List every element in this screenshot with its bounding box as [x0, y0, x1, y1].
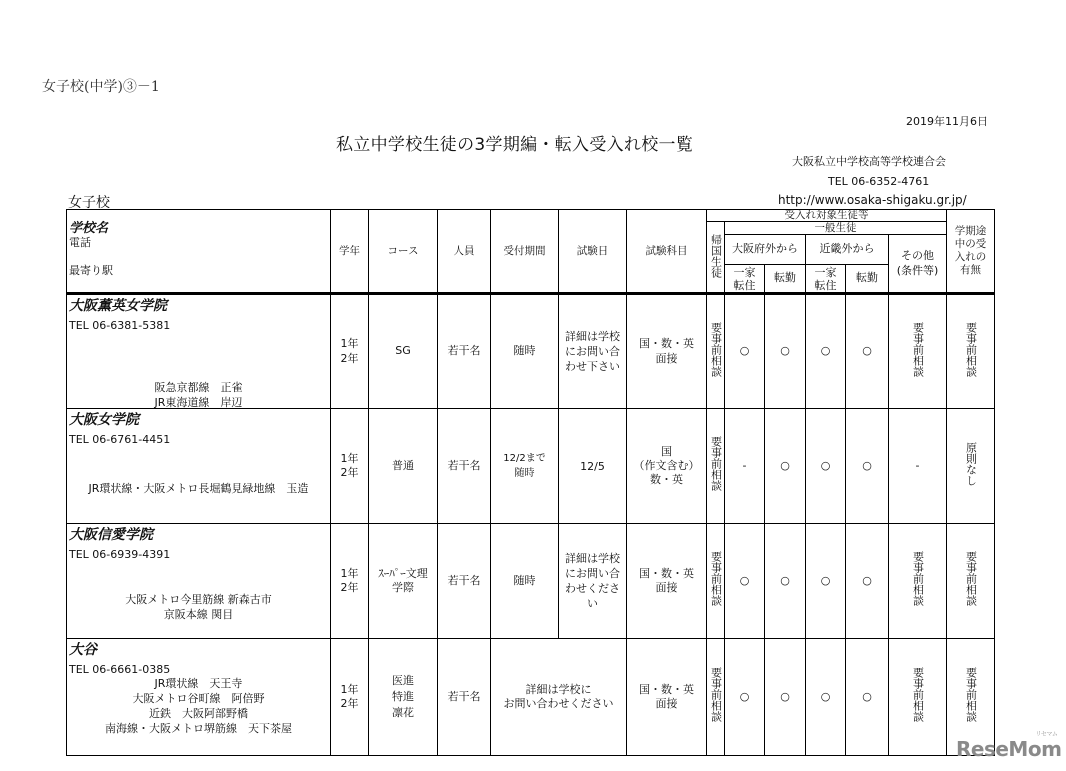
- mid-term-cell: 要事前相談: [947, 294, 995, 409]
- school-tel: TEL 06-6761-4451: [69, 433, 171, 446]
- returnee-cell: 要事前相談: [707, 524, 725, 639]
- osaka-job-transfer-cell: ○: [765, 294, 806, 409]
- kinki-job-transfer-cell: ○: [846, 524, 889, 639]
- header-mid-term: 学期途中の受入れの有無: [947, 210, 995, 294]
- header-exam-date: 試験日: [559, 210, 627, 294]
- kinki-family-move-cell: ○: [806, 524, 846, 639]
- capacity-cell: 若干名: [438, 524, 491, 639]
- header-school-name: 学校名: [69, 221, 109, 236]
- kinki-family-move-cell: ○: [806, 639, 846, 756]
- school-cell: [67, 524, 331, 639]
- other-conditions-cell: 要事前相談: [889, 524, 947, 639]
- issue-date: 2019年11月6日: [906, 115, 988, 128]
- kinki-job-transfer-cell: ○: [846, 294, 889, 409]
- header-target-students: 受入れ対象生徒等: [707, 210, 947, 222]
- header-grade: 学年: [331, 210, 369, 294]
- capacity-cell: 若干名: [438, 409, 491, 524]
- other-conditions-cell: -: [889, 409, 947, 524]
- exam-date-cell: 12/5: [559, 409, 627, 524]
- application-period-cell: 12/2まで 随時: [491, 409, 559, 524]
- mid-term-cell: 要事前相談: [947, 639, 995, 756]
- school-name: 大阪信愛学院: [69, 527, 153, 543]
- schools-table: [66, 209, 995, 756]
- returnee-cell: 要事前相談: [707, 294, 725, 409]
- capacity-cell: 若干名: [438, 294, 491, 409]
- osaka-family-move-cell: -: [725, 409, 765, 524]
- header-station: 最寄り駅: [69, 264, 113, 277]
- exam-date-cell: 詳細は学校 にお問い合 わせくださ い: [559, 524, 627, 639]
- header-phone: 電話: [69, 236, 91, 249]
- kinki-family-move-cell: ○: [806, 409, 846, 524]
- application-period-cell: 随時: [491, 294, 559, 409]
- publisher-tel: TEL 06-6352-4761: [828, 175, 930, 188]
- osaka-family-move-cell: ○: [725, 639, 765, 756]
- kinki-job-transfer-cell: ○: [846, 409, 889, 524]
- page-title: 私立中学校生徒の3学期編・転入受入れ校一覧: [336, 135, 694, 155]
- header-other: その他 (条件等): [889, 235, 947, 294]
- capacity-cell: 若干名: [438, 639, 491, 756]
- school-tel: TEL 06-6661-0385: [69, 663, 171, 676]
- course-cell: 医進 特進 凛花: [369, 639, 438, 756]
- header-kinki-job-transfer: 転勤: [846, 265, 889, 294]
- header-school-info: [67, 210, 331, 294]
- exam-subjects-cell: 国 （作文含む） 数・英: [627, 409, 707, 524]
- header-application-period: 受付期間: [491, 210, 559, 294]
- exam-subjects-cell: 国・数・英 面接: [627, 294, 707, 409]
- nearest-stations: 阪急京都線 正雀 JR東海道線 岸辺: [154, 381, 243, 409]
- school-tel: TEL 06-6381-5381: [69, 319, 171, 332]
- header-exam-subjects: 試験科目: [627, 210, 707, 294]
- school-cell: [67, 639, 331, 756]
- table-row: [67, 409, 995, 524]
- nearest-stations: 大阪メトロ今里筋線 新森古市 京阪本線 関目: [125, 593, 272, 621]
- grade-cell: 1年 2年: [331, 524, 369, 639]
- osaka-family-move-cell: ○: [725, 524, 765, 639]
- document-label: 女子校(中学)③－1: [42, 79, 160, 95]
- other-conditions-cell: 要事前相談: [889, 294, 947, 409]
- mid-term-cell: 要事前相談: [947, 524, 995, 639]
- nearest-stations: JR環状線 天王寺 大阪メトロ谷町線 阿倍野 近鉄 大阪阿部野橋 南海線・大阪メトロ堺筋線 天下茶屋: [105, 677, 292, 735]
- nearest-stations: JR環状線・大阪メトロ長堀鶴見緑地線 玉造: [88, 482, 309, 495]
- application-period-cell: 随時: [491, 524, 559, 639]
- table-row: [67, 294, 995, 409]
- osaka-family-move-cell: ○: [725, 294, 765, 409]
- header-general-students: 一般生徒: [725, 222, 947, 235]
- kinki-job-transfer-cell: ○: [846, 639, 889, 756]
- header-osaka-family-move: 一家 転住: [725, 265, 765, 294]
- school-tel: TEL 06-6939-4391: [69, 548, 171, 561]
- other-conditions-cell: 要事前相談: [889, 639, 947, 756]
- header-from-outside-osaka: 大阪府外から: [725, 235, 806, 265]
- school-cell: [67, 294, 331, 409]
- returnee-cell: 要事前相談: [707, 639, 725, 756]
- grade-cell: 1年 2年: [331, 294, 369, 409]
- osaka-job-transfer-cell: ○: [765, 639, 806, 756]
- school-name: 大阪薫英女学院: [69, 298, 167, 314]
- exam-date-cell: 詳細は学校 にお問い合 わせ下さい: [559, 294, 627, 409]
- school-cell: [67, 409, 331, 524]
- exam-subjects-cell: 国・数・英 面接: [627, 639, 707, 756]
- mid-term-cell: 原則なし: [947, 409, 995, 524]
- publisher-url[interactable]: http://www.osaka-shigaku.gr.jp/: [778, 193, 967, 207]
- course-cell: ｽｰﾊﾟｰ文理 学際: [369, 524, 438, 639]
- header-from-outside-kinki: 近畿外から: [806, 235, 889, 265]
- table-row: [67, 524, 995, 639]
- returnee-cell: 要事前相談: [707, 409, 725, 524]
- header-returnee: 帰国生徒: [707, 222, 725, 294]
- resemom-watermark: ReseMom リセマム: [956, 731, 1062, 761]
- period-exam-merged-cell: 詳細は学校に お問い合わせください: [491, 639, 627, 756]
- publisher-org: 大阪私立中学校高等学校連合会: [792, 155, 946, 168]
- header-kinki-family-move: 一家 転住: [806, 265, 846, 294]
- grade-cell: 1年 2年: [331, 639, 369, 756]
- header-osaka-job-transfer: 転勤: [765, 265, 806, 294]
- osaka-job-transfer-cell: ○: [765, 524, 806, 639]
- course-cell: SG: [369, 294, 438, 409]
- table-row: [67, 639, 995, 756]
- header-course: コース: [369, 210, 438, 294]
- osaka-job-transfer-cell: ○: [765, 409, 806, 524]
- exam-subjects-cell: 国・数・英 面接: [627, 524, 707, 639]
- kinki-family-move-cell: ○: [806, 294, 846, 409]
- school-name: 大阪女学院: [69, 412, 139, 428]
- header-capacity: 人員: [438, 210, 491, 294]
- school-name: 大谷: [69, 642, 97, 658]
- course-cell: 普通: [369, 409, 438, 524]
- section-label: 女子校: [68, 195, 110, 211]
- grade-cell: 1年 2年: [331, 409, 369, 524]
